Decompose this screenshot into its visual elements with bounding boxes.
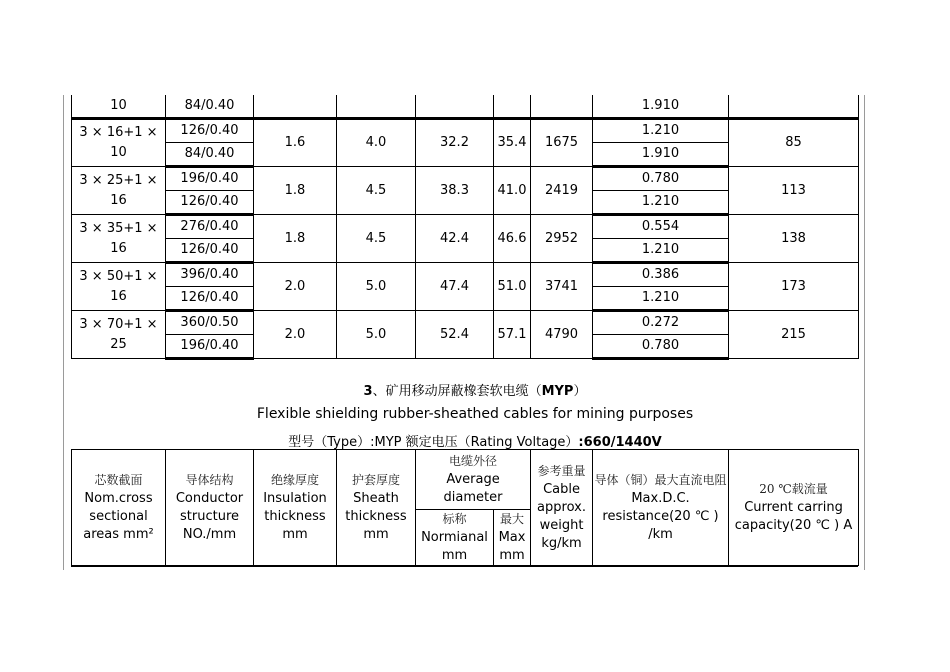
max-diameter-cell: 41.0	[494, 167, 531, 215]
table-row	[72, 263, 859, 287]
weight-cell: 2952	[531, 215, 593, 263]
size-cell: 3 × 35+1 × 16	[72, 215, 166, 263]
sheath-cell: 4.0	[337, 119, 416, 167]
avg-diameter-cell: 38.3	[416, 167, 494, 215]
resistance-cell: 0.780	[593, 167, 729, 191]
resistance-cell: 0.386	[593, 263, 729, 287]
header-resistance: 导体（铜）最大直流电阻 Max.D.C. resistance(20 ℃ ) /km	[593, 450, 729, 566]
structure-cell: 84/0.40	[166, 143, 254, 167]
current-cell: 85	[729, 119, 859, 167]
insulation-cell: 1.8	[254, 167, 337, 215]
size-cell: 10	[72, 95, 166, 119]
empty-cell	[494, 95, 531, 119]
insulation-cell: 2.0	[254, 311, 337, 359]
avg-diameter-cell: 47.4	[416, 263, 494, 311]
size-cell: 3 × 50+1 × 16	[72, 263, 166, 311]
structure-cell: 126/0.40	[166, 191, 254, 215]
empty-cell	[254, 95, 337, 119]
weight-cell: 2419	[531, 167, 593, 215]
avg-diameter-cell: 32.2	[416, 119, 494, 167]
table-row	[72, 119, 859, 143]
header-conductor-structure: 导体结构 Conductor structure NO./mm	[166, 450, 254, 566]
header-insulation-thickness: 绝缘厚度 Insulation thickness mm	[254, 450, 337, 566]
weight-cell: 3741	[531, 263, 593, 311]
table-row	[72, 311, 859, 335]
resistance-cell: 0.554	[593, 215, 729, 239]
resistance-cell: 1.210	[593, 119, 729, 143]
resistance-cell: 1.210	[593, 239, 729, 263]
section-title-zh: 、矿用移动屏蔽橡套软电缆（	[372, 384, 542, 399]
size-cell: 3 × 25+1 × 16	[72, 167, 166, 215]
empty-cell	[337, 95, 416, 119]
resistance-cell: 0.780	[593, 335, 729, 359]
sheath-cell: 5.0	[337, 263, 416, 311]
avg-diameter-cell: 52.4	[416, 311, 494, 359]
insulation-cell: 1.8	[254, 215, 337, 263]
size-cell: 3 × 16+1 × 10	[72, 119, 166, 167]
structure-cell: 196/0.40	[166, 167, 254, 191]
table-row	[72, 95, 859, 119]
max-diameter-cell: 57.1	[494, 311, 531, 359]
structure-cell: 84/0.40	[166, 95, 254, 119]
current-cell: 215	[729, 311, 859, 359]
header-sheath-thickness: 护套厚度 Sheath thickness mm	[337, 450, 416, 566]
resistance-cell: 1.210	[593, 287, 729, 311]
header-max-diameter: 最大 Max mm	[494, 510, 531, 566]
avg-diameter-cell: 42.4	[416, 215, 494, 263]
table-bottom-rule	[71, 565, 858, 567]
max-diameter-cell: 51.0	[494, 263, 531, 311]
current-cell: 113	[729, 167, 859, 215]
header-overall-diameter: 电缆外径 Average diameter	[416, 450, 531, 510]
section-subtitle: Flexible shielding rubber-sheathed cables for mining purposes	[256, 406, 694, 422]
header-cross-section: 芯数截面 Nom.cross sectional areas mm²	[72, 450, 166, 566]
header-weight: 参考重量 Cable approx. weight kg/km	[531, 450, 593, 566]
resistance-cell: 1.210	[593, 191, 729, 215]
structure-cell: 126/0.40	[166, 119, 254, 143]
structure-cell: 126/0.40	[166, 239, 254, 263]
table-row	[72, 215, 859, 239]
page-left-edge	[63, 95, 64, 570]
weight-cell: 1675	[531, 119, 593, 167]
section-number: 3	[363, 384, 373, 399]
current-cell: 173	[729, 263, 859, 311]
sheath-cell: 4.5	[337, 167, 416, 215]
max-diameter-cell: 46.6	[494, 215, 531, 263]
type-line-prefix: 型号（Type）:MYP 额定电压（Rating Voltage）	[288, 435, 579, 450]
insulation-cell: 1.6	[254, 119, 337, 167]
table-row	[72, 167, 859, 191]
resistance-cell: 0.272	[593, 311, 729, 335]
header-current-capacity: 20 ℃载流量 Current carring capacity(20 ℃ ) A	[729, 450, 859, 566]
resistance-cell: 1.910	[593, 95, 729, 119]
section-title	[0, 380, 950, 399]
empty-cell	[416, 95, 494, 119]
sheath-cell: 4.5	[337, 215, 416, 263]
current-cell: 138	[729, 215, 859, 263]
max-diameter-cell: 35.4	[494, 119, 531, 167]
cable-spec-table-continued	[71, 95, 859, 360]
structure-cell: 396/0.40	[166, 263, 254, 287]
section-title-close: ）	[573, 384, 587, 399]
resistance-cell: 1.910	[593, 143, 729, 167]
type-voltage-line	[0, 431, 950, 450]
empty-cell	[531, 95, 593, 119]
sheath-cell: 5.0	[337, 311, 416, 359]
structure-cell: 360/0.50	[166, 311, 254, 335]
rated-voltage: :660/1440V	[578, 435, 662, 450]
myp-spec-table-header	[71, 449, 859, 566]
weight-cell: 4790	[531, 311, 593, 359]
header-nominal-diameter: 标称 Normianal mm	[416, 510, 494, 566]
insulation-cell: 2.0	[254, 263, 337, 311]
empty-cell	[729, 95, 859, 119]
structure-cell: 126/0.40	[166, 287, 254, 311]
page-right-edge	[864, 95, 865, 570]
section-title-code: MYP	[541, 384, 574, 399]
structure-cell: 276/0.40	[166, 215, 254, 239]
size-cell: 3 × 70+1 × 25	[72, 311, 166, 359]
structure-cell: 196/0.40	[166, 335, 254, 359]
